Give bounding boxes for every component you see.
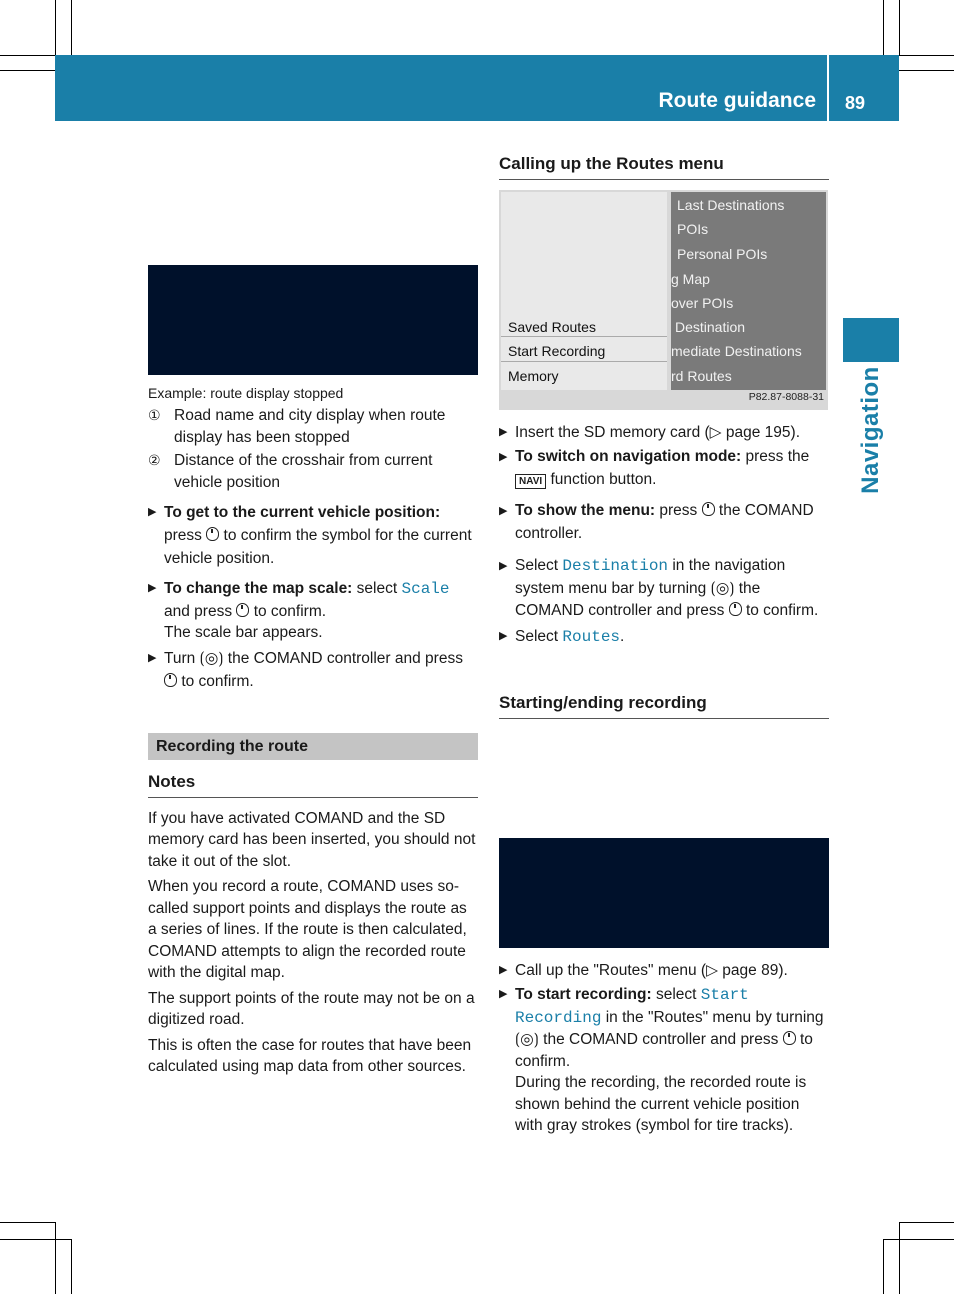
- step-turn-controller: [148, 647, 478, 693]
- step-insert-card: [499, 422, 829, 444]
- crop-mark: [0, 70, 55, 71]
- notes-heading: Notes: [148, 771, 478, 798]
- menu-item-start-recording: Start Recording: [508, 342, 606, 359]
- step-text: .: [620, 627, 625, 645]
- left-column: [148, 265, 478, 693]
- legend-text: Distance of the crosshair from current vehicle position: [174, 452, 433, 491]
- step-arrow-icon: ▶: [499, 560, 508, 572]
- crop-mark: [883, 0, 884, 55]
- menu-item-saved-routes: Saved Routes: [508, 318, 596, 335]
- step-arrow-icon: ▶: [499, 629, 508, 642]
- navi-button-icon: NAVI: [515, 474, 546, 489]
- menu-item: Last Destinations: [677, 196, 785, 213]
- step-text: select: [655, 986, 697, 1003]
- step-current-position: [148, 501, 478, 570]
- menu-item: Personal POIs: [677, 245, 768, 262]
- press-controller-icon: [729, 602, 742, 616]
- step-arrow-icon: ▶: [148, 582, 157, 594]
- step-text: to confirm.: [181, 672, 254, 690]
- recording-heading: Starting/ending recording: [499, 692, 829, 719]
- menu-item: rd Routes: [671, 367, 732, 384]
- step-text: to confirm.: [253, 602, 327, 620]
- step-text: the COMAND controller and press: [515, 579, 761, 619]
- crop-mark: [883, 1239, 884, 1294]
- step-text: Turn: [164, 649, 196, 667]
- notes-paragraph: The support points of the route may not be on a digitized road.: [148, 989, 475, 1028]
- menu-item-destination: Destination: [562, 557, 669, 575]
- step-arrow-icon: ▶: [499, 988, 508, 1000]
- menu-item: mediate Destinations: [671, 342, 802, 359]
- press-controller-icon: [206, 527, 219, 541]
- turn-controller-icon: ⟮◎⟯: [515, 1031, 539, 1048]
- menu-item-routes: Routes: [562, 627, 621, 646]
- step-text: Select: [515, 557, 559, 574]
- press-controller-icon: [702, 502, 715, 516]
- crop-mark: [883, 1239, 954, 1240]
- step-arrow-icon: ▶: [148, 651, 157, 664]
- crop-mark: [55, 1222, 56, 1294]
- screen-image-recording: [499, 838, 829, 948]
- step-text: and press: [164, 602, 233, 620]
- page-number: 89: [844, 93, 866, 113]
- crop-mark: [899, 55, 954, 56]
- side-tab-label: Navigation: [857, 366, 884, 494]
- step-navigation-mode: [499, 446, 829, 491]
- step-text: in the navigation system menu bar by turning: [515, 557, 786, 597]
- step-text: press: [659, 502, 698, 519]
- step-start-recording: [499, 984, 829, 1137]
- step-call-routes-menu: [499, 960, 829, 982]
- crop-mark: [0, 1222, 55, 1223]
- side-tab: [843, 318, 899, 362]
- crop-mark: [55, 0, 56, 55]
- legend-number: ①: [148, 407, 161, 423]
- step-arrow-icon: ▶: [499, 963, 508, 976]
- menu-item: POIs: [677, 220, 709, 237]
- step-text: function button.: [550, 470, 657, 488]
- crop-mark: [71, 0, 72, 55]
- menu-item-start-recording: Start Recording: [515, 986, 749, 1027]
- menu-item: over POIs: [671, 294, 734, 311]
- step-text: in the "Routes" menu by turning: [605, 1008, 824, 1026]
- step-heading: To switch on navigation mode:: [515, 448, 742, 465]
- step-heading: To change the map scale:: [164, 580, 353, 597]
- step-text: to confirm.: [515, 1031, 813, 1070]
- crop-mark: [71, 1239, 72, 1294]
- recording-steps-section: [499, 692, 829, 1137]
- screen-image-route-display: [148, 265, 478, 375]
- crop-mark: [0, 1239, 71, 1240]
- notes-paragraph: If you have activated COMAND and the SD memory card has been inserted, you should not take it out of the slot.: [148, 809, 476, 870]
- notes-paragraph: This is often the case for routes that have been calculated using map data from other sources.: [148, 1036, 472, 1075]
- menu-item-scale: Scale: [401, 580, 450, 598]
- section-title: Recording the route: [148, 733, 478, 760]
- step-text: Call up the "Routes" menu (▷ page 89).: [515, 961, 788, 979]
- crop-mark: [899, 70, 954, 71]
- legend-list: [148, 405, 478, 493]
- menu-item: g Map: [671, 270, 710, 287]
- right-column: [499, 153, 829, 648]
- press-controller-icon: [164, 673, 177, 687]
- step-result: During the recording, the recorded route is shown behind the current vehicle position with gray strokes (symbol for tire tracks).: [515, 1074, 807, 1134]
- recording-section: [148, 733, 478, 1082]
- menu-item-memory: Memory: [508, 367, 559, 384]
- image-code: P82.87-8088-31: [748, 391, 824, 403]
- step-select-destination: [499, 555, 829, 623]
- step-result: The scale bar appears.: [164, 624, 323, 641]
- step-text: Insert the SD memory card (▷ page 195).: [515, 423, 801, 441]
- turn-controller-icon: ⟮◎⟯: [199, 649, 224, 667]
- image-caption: Example: route display stopped: [148, 385, 344, 401]
- legend-number: ②: [148, 452, 161, 468]
- step-arrow-icon: ▶: [499, 505, 508, 517]
- crop-mark: [899, 0, 900, 55]
- step-text: the COMAND controller and press: [543, 1031, 779, 1048]
- routes-menu-screenshot: [499, 190, 828, 410]
- header-title: Route guidance: [658, 89, 816, 112]
- step-show-menu: [499, 500, 829, 545]
- step-arrow-icon: ▶: [499, 451, 508, 463]
- step-text: to confirm the symbol for the current vehicle position.: [164, 527, 472, 567]
- press-controller-icon: [236, 603, 249, 617]
- notes-body: [148, 808, 478, 1078]
- step-text: press the: [745, 448, 810, 465]
- step-text: to confirm.: [745, 602, 819, 619]
- step-map-scale: [148, 578, 478, 644]
- step-heading: To get to the current vehicle position:: [164, 504, 441, 521]
- step-arrow-icon: ▶: [148, 506, 157, 518]
- step-text: press: [164, 527, 202, 544]
- step-text: the COMAND controller and press: [227, 649, 463, 667]
- crop-mark: [899, 1222, 900, 1294]
- step-text: the COMAND controller.: [515, 502, 814, 542]
- press-controller-icon: [783, 1031, 796, 1045]
- crop-mark: [899, 1222, 954, 1223]
- legend-item: [148, 450, 478, 493]
- legend-text: Road name and city display when route display has been stopped: [174, 407, 446, 446]
- crop-mark: [0, 55, 55, 56]
- step-select-routes: [499, 626, 829, 649]
- step-arrow-icon: ▶: [499, 425, 508, 438]
- step-heading: To show the menu:: [515, 502, 656, 519]
- step-heading: To start recording:: [515, 986, 652, 1003]
- step-text: select: [356, 580, 398, 597]
- legend-item: [148, 405, 478, 448]
- notes-paragraph: When you record a route, COMAND uses so-called support points and displays the route as a series of lines. If the route is then calculated, COMAND attempts to align the recorded route with the digital map.: [148, 878, 467, 981]
- menu-item: Destination: [675, 318, 746, 335]
- step-text: Select: [515, 627, 559, 645]
- turn-controller-icon: ⟮◎⟯: [710, 579, 735, 597]
- routes-menu-heading: Calling up the Routes menu: [499, 153, 829, 180]
